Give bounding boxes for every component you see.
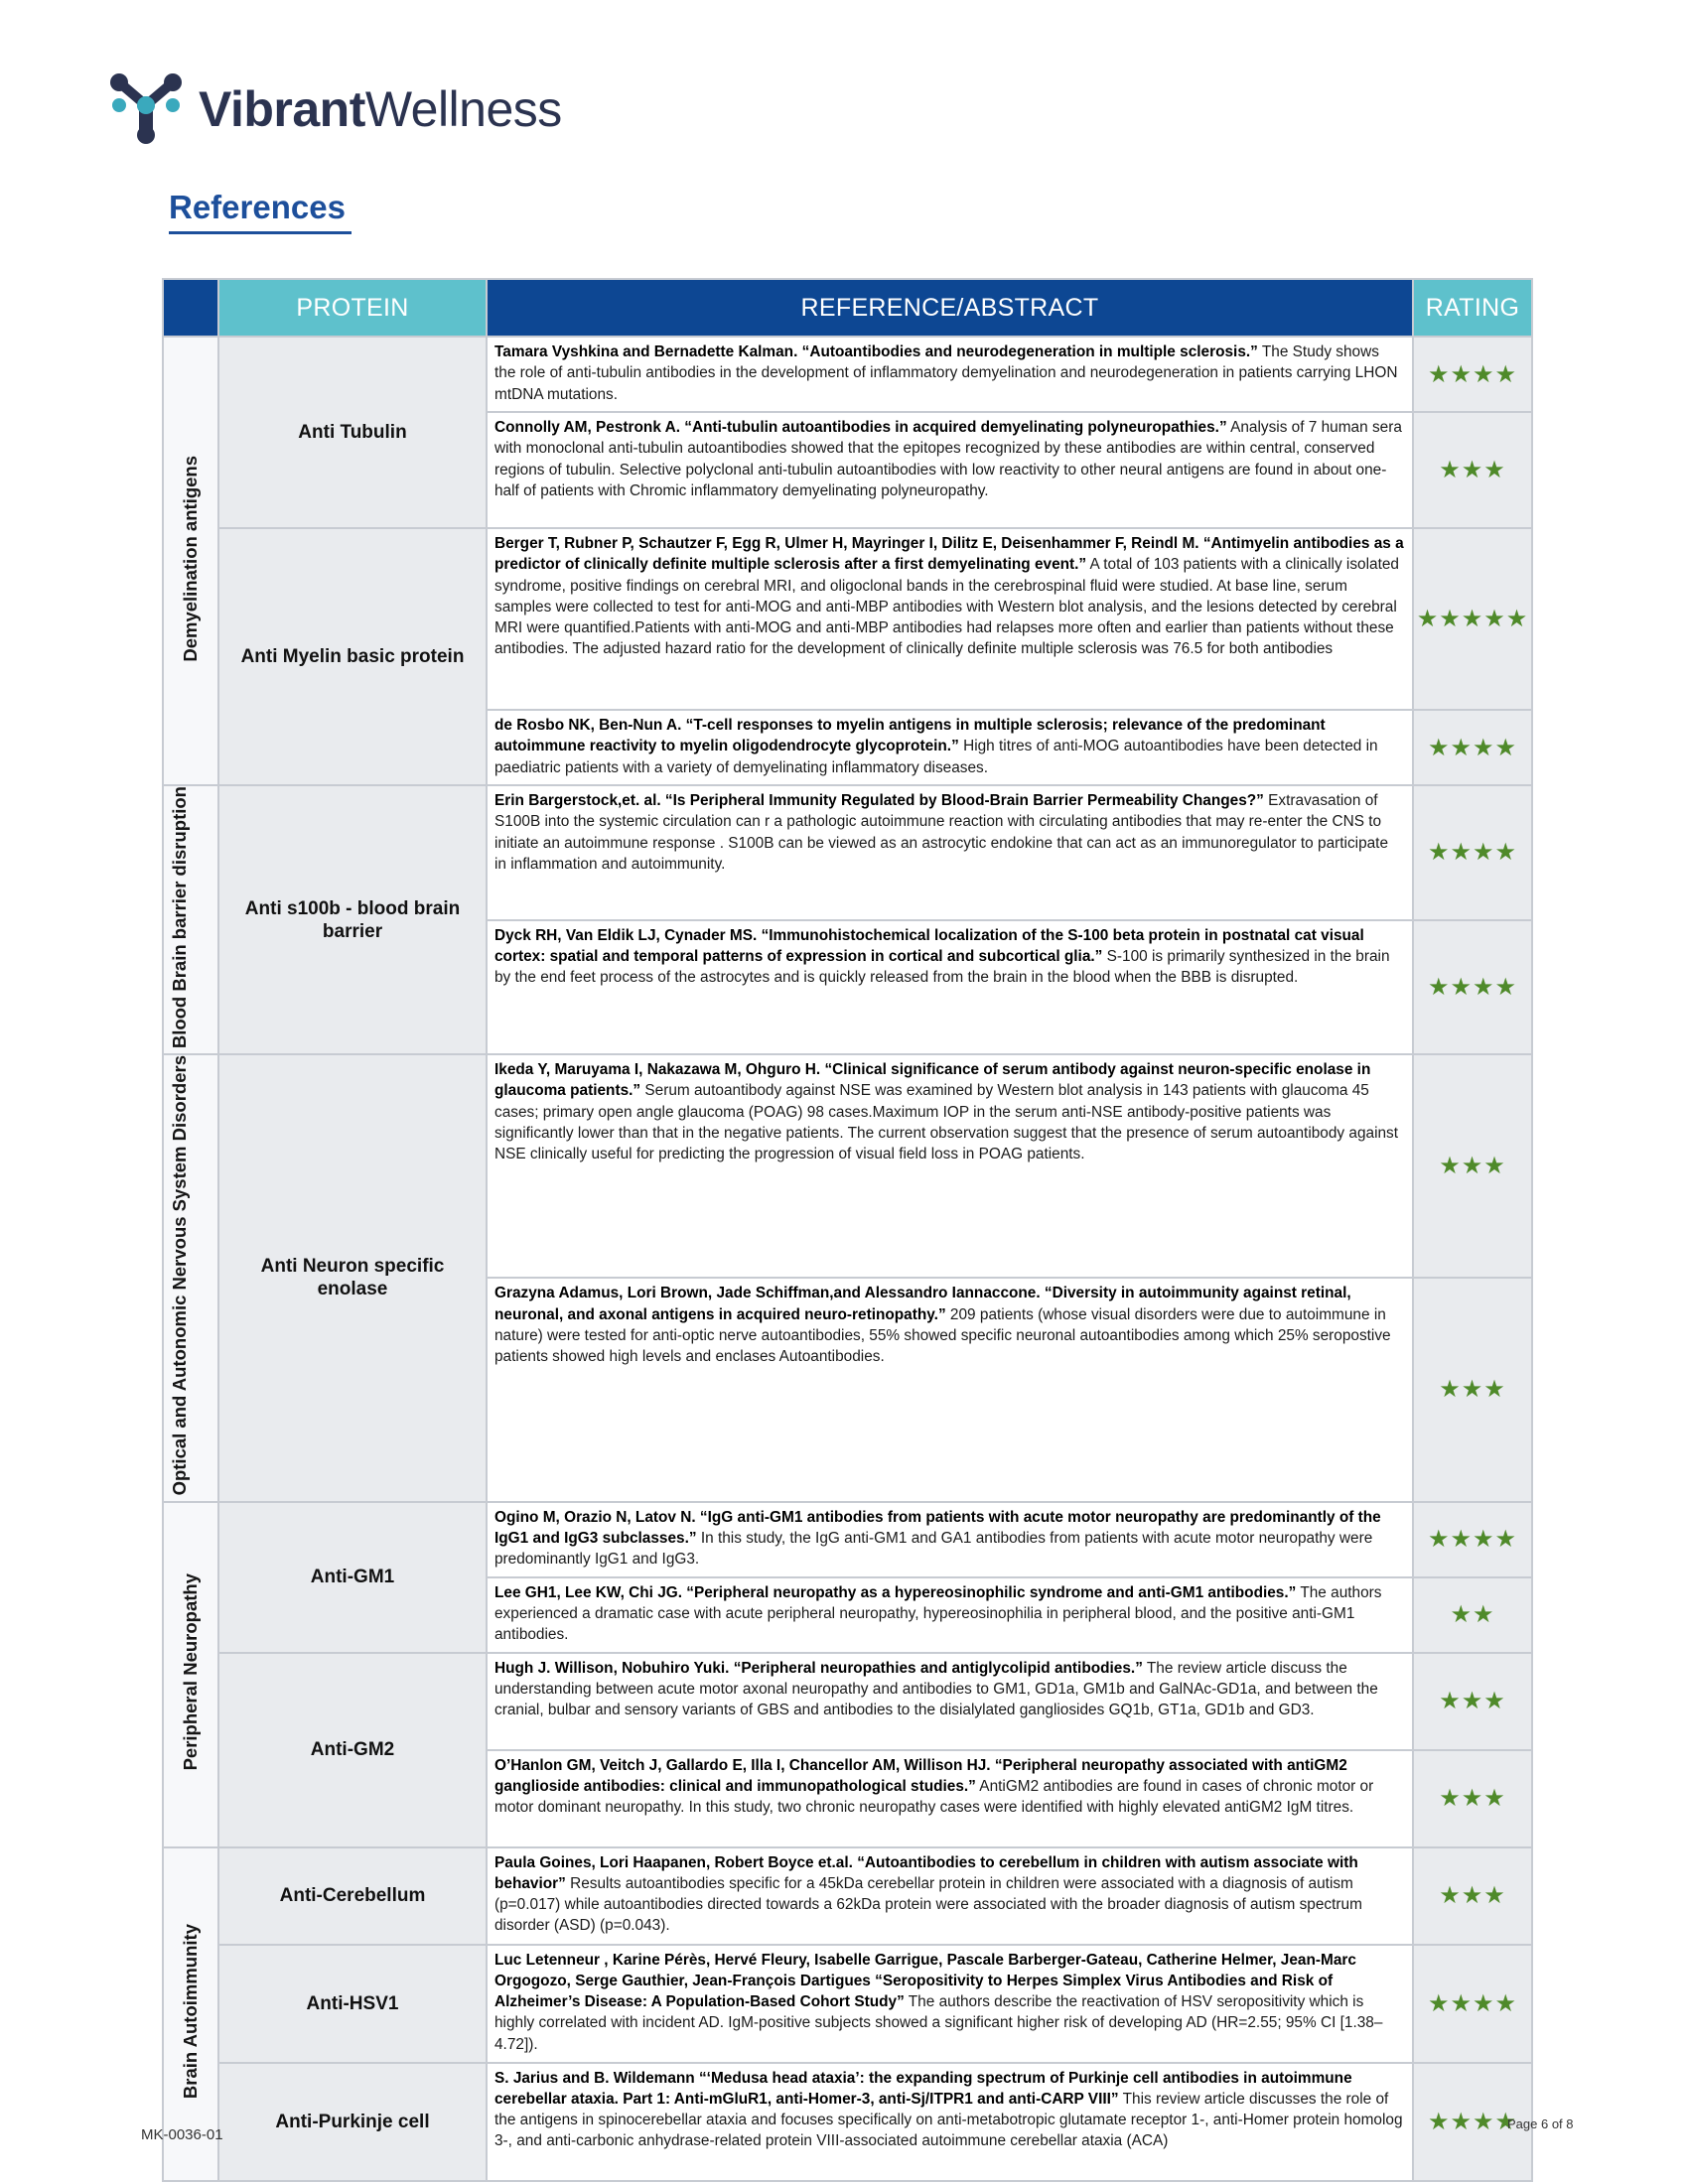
brand-logo: [105, 71, 562, 147]
rating-stars: ★★★★★: [1413, 528, 1532, 710]
category-demyelination: Demyelination antigens: [163, 337, 218, 785]
rating-stars: ★★★: [1413, 1054, 1532, 1278]
reference-cell: Grazyna Adamus, Lori Brown, Jade Schiffman,and Alessandro Iannaccone. “Diversity in autoimmunity against retinal, neuronal, and axonal antigens in acquired neuro-retinopathy.” 209 patients (whose visual disorders were due to autoimmune in nature) were tested for anti-optic nerve autoantibodies, 55% showed specific neuronal autoantibodies among which 25% seropostive patients showed high levels and enclases Autoantibodies.: [487, 1278, 1413, 1501]
page-title: References: [169, 189, 346, 225]
protein-anti-cerebellum: Anti-Cerebellum: [218, 1847, 487, 1945]
reference-cell: Connolly AM, Pestronk A. “Anti-tubulin autoantibodies in acquired demyelinating polyneuropathies.” Analysis of 7 human sera with monoclonal anti-tubulin autoantibodies showed that the epitopes recognized by these antibodies are within central, conserved regions of tubulin. Selective polyclonal anti-tubulin autoantibodies with low reactivity to other neural antigens are found in about one-half of patients with Chromic inflammatory demyelinating polyneuropathy.: [487, 412, 1413, 528]
rating-stars: ★★★: [1413, 1278, 1532, 1501]
table-row: [163, 1502, 1532, 1577]
header-protein: PROTEIN: [218, 279, 487, 337]
rating-stars: ★★★★: [1413, 2063, 1532, 2181]
reference-cell: Hugh J. Willison, Nobuhiro Yuki. “Peripheral neuropathies and antiglycolipid antibodies.” The review article discuss the understanding between acute motor axonal neuropathy and antibodies to GM1, GD1a, GM1b and GalNAc-GD1a, and between the cranial, bulbar and sensory variants of GBS and antibodies to the disialylated gangliosides GQ1b, GT1a, GD1b and GD3.: [487, 1653, 1413, 1750]
rating-stars: ★★★: [1413, 1750, 1532, 1847]
table-row: [163, 1847, 1532, 1945]
rating-stars: ★★★: [1413, 412, 1532, 528]
protein-anti-myelin-basic-protein: Anti Myelin basic protein: [218, 528, 487, 785]
protein-anti-gm2: Anti-GM2: [218, 1653, 487, 1847]
reference-cell: Paula Goines, Lori Haapanen, Robert Boyce et.al. “Autoantibodies to cerebellum in children with autism associate with behavior” Results autoantibodies specific for a 45kDa cerebellar protein in children were associated with a diagnosis of autism (p=0.017) while autoantibodies directed towards a 62kDa protein were associated with the broader diagnosis of autism spectrum disorder (ASD) (p=0.043).: [487, 1847, 1413, 1945]
header-category: [163, 279, 218, 337]
protein-anti-hsv1: Anti-HSV1: [218, 1945, 487, 2063]
category-peripheral-neuropathy: Peripheral Neuropathy: [163, 1502, 218, 1847]
table-row: [163, 2063, 1532, 2181]
reference-cell: Tamara Vyshkina and Bernadette Kalman. “Autoantibodies and neurodegeneration in multiple sclerosis.” The Study shows the role of anti-tubulin antibodies in the development of inflammatory demyelination and neurodegeneration in patients carrying LHON mtDNA mutations.: [487, 337, 1413, 412]
rating-stars: ★★★★: [1413, 920, 1532, 1055]
table-row: [163, 1054, 1532, 1278]
protein-anti-purkinje-cell: Anti-Purkinje cell: [218, 2063, 487, 2181]
header-reference: REFERENCE/ABSTRACT: [487, 279, 1413, 337]
brand-wordmark: VibrantWellness: [199, 81, 562, 137]
header-rating: RATING: [1413, 279, 1532, 337]
title-underline: [169, 231, 352, 234]
rating-stars: ★★★★: [1413, 785, 1532, 920]
rating-stars: ★★★★: [1413, 710, 1532, 785]
rating-stars: ★★★★: [1413, 337, 1532, 412]
category-optical-autonomic: Optical and Autonomic Nervous System Disorders: [163, 1054, 218, 1501]
table-row: [163, 528, 1532, 710]
table-header-row: [163, 279, 1532, 337]
reference-cell: O’Hanlon GM, Veitch J, Gallardo E, Illa I, Chancellor AM, Willison HJ. “Peripheral neuropathy associated with antiGM2 ganglioside antibodies: clinical and immunopathological studies.” AntiGM2 antibodies are found in cases of chronic motor or motor dominant neuropathy. In this study, two chronic neuropathy cases were identified with highly elevated antiGM2 IgM titres.: [487, 1750, 1413, 1847]
rating-stars: ★★★★: [1413, 1945, 1532, 2063]
rating-stars: ★★★★: [1413, 1502, 1532, 1577]
reference-cell: de Rosbo NK, Ben-Nun A. “T-cell responses to myelin antigens in multiple sclerosis; relevance of the predominant autoimmune reactivity to myelin oligodendrocyte glycoprotein.” High titres of anti-MOG autoantibodies have been detected in paediatric patients with a variety of demyelinating inflammatory diseases.: [487, 710, 1413, 785]
page-number: Page 6 of 8: [1507, 2116, 1574, 2131]
category-brain-autoimmunity: Brain Autoimmunity: [163, 1847, 218, 2181]
reference-cell: Berger T, Rubner P, Schautzer F, Egg R, Ulmer H, Mayringer I, Dilitz E, Deisenhammer F, Reindl M. “Antimyelin antibodies as a predictor of clinically definite multiple sclerosis after a first demyelinating event.” A total of 103 patients with a clinically isolated syndrome, positive findings on cerebral MRI, and oligoclonal bands in the cerebrospinal fluid were studied. At base line, serum samples were collected to test for anti-MOG and anti-MBP antibodies with Western blot analysis, and the lesions detected by cerebral MRI were quantified.Patients with anti-MOG and anti-MBP antibodies had relapses more often and earlier than patients without these antibodies. The adjusted hazard ratio for the development of clinically definite multiple sclerosis was 76.5 for both antibodies: [487, 528, 1413, 710]
protein-anti-gm1: Anti-GM1: [218, 1502, 487, 1653]
category-blood-brain-barrier: Blood Brain barrier disruption: [163, 785, 218, 1054]
rating-stars: ★★: [1413, 1577, 1532, 1653]
table-row: [163, 337, 1532, 412]
references-table: [162, 278, 1533, 2182]
document-code: MK-0036-01: [141, 2126, 223, 2143]
reference-cell: Dyck RH, Van Eldik LJ, Cynader MS. “Immunohistochemical localization of the S-100 beta protein in postnatal cat visual cortex: spatial and temporal patterns of expression in cortical and subcortical glia.” S-100 is primarily synthesized in the brain by the end feet process of the astrocytes and is quickly released from the brain in the blood when the BBB is disrupted.: [487, 920, 1413, 1055]
reference-cell: Ogino M, Orazio N, Latov N. “IgG anti-GM1 antibodies from patients with acute motor neuropathy are predominantly of the IgG1 and IgG3 subclasses.” In this study, the IgG anti-GM1 and GA1 antibodies from patients with acute motor neuropathy were predominantly IgG1 and IgG3.: [487, 1502, 1413, 1577]
table-row: [163, 1945, 1532, 2063]
reference-cell: Lee GH1, Lee KW, Chi JG. “Peripheral neuropathy as a hypereosinophilic syndrome and anti-GM1 antibodies.” The authors experienced a dramatic case with acute peripheral neuropathy, hypereosinophilia in peripheral blood, and the positive anti-GM1 antibodies.: [487, 1577, 1413, 1653]
reference-cell: Erin Bargerstock,et. al. “Is Peripheral Immunity Regulated by Blood-Brain Barrier Permeability Changes?” Extravasation of S100B into the systemic circulation can r a pathologic autoimmune reaction with circulating antibodies that may re-enter the CNS to initiate an autoimmune response . S100B can be viewed as an astrocytic endokine that can act as an immunoregulator to participate in inflammation and autoimmunity.: [487, 785, 1413, 920]
vibrant-logo-icon: [105, 71, 187, 147]
protein-anti-s100b: Anti s100b - blood brain barrier: [218, 785, 487, 1054]
rating-stars: ★★★: [1413, 1653, 1532, 1750]
reference-cell: S. Jarius and B. Wildemann “‘Medusa head ataxia’: the expanding spectrum of Purkinje cell antibodies in autoimmune cerebellar ataxia. Part 1: Anti-mGluR1, anti-Homer-3, anti-Sj/ITPR1 and anti-CARP VIII” This review article discusses the role of the antigens in spinocerebellar ataxia and focuses specifically on anti-metabotropic glutamate receptor 1-, anti-Homer protein homolog 3-, and anti-carbonic anhydrase-related protein VIII-associated autoimmune cerebellar ataxia (ACA): [487, 2063, 1413, 2181]
table-row: [163, 785, 1532, 920]
protein-anti-tubulin: Anti Tubulin: [218, 337, 487, 528]
protein-anti-neuron-specific-enolase: Anti Neuron specific enolase: [218, 1054, 487, 1501]
reference-cell: Ikeda Y, Maruyama I, Nakazawa M, Ohguro H. “Clinical significance of serum antibody against neuron-specific enolase in glaucoma patients.” Serum autoantibody against NSE was examined by Western blot analysis in 143 patients with glaucoma 45 cases; primary open angle glaucoma (POAG) 98 cases.Maximum IOP in the serum anti-NSE antibody-positive patients was significantly lower than that in the negative patients. The current observation suggest that the presence of serum autoantibody against NSE clinically useful for predicting the progression of visual field loss in POAG patients.: [487, 1054, 1413, 1278]
table-row: [163, 1653, 1532, 1750]
reference-cell: Luc Letenneur , Karine Pérès, Hervé Fleury, Isabelle Garrigue, Pascale Barberger-Gateau, Catherine Helmer, Jean-Marc Orgogozo, Serge Gauthier, Jean-François Dartigues “Seropositivity to Herpes Simplex Virus Antibodies and Risk of Alzheimer’s Disease: A Population-Based Cohort Study” The authors describe the reactivation of HSV seropositivity which is highly correlated with incident AD. IgM-positive subjects showed a significant higher risk of developing AD (HR=2.55; 95% CI [1.38–4.72]).: [487, 1945, 1413, 2063]
rating-stars: ★★★: [1413, 1847, 1532, 1945]
